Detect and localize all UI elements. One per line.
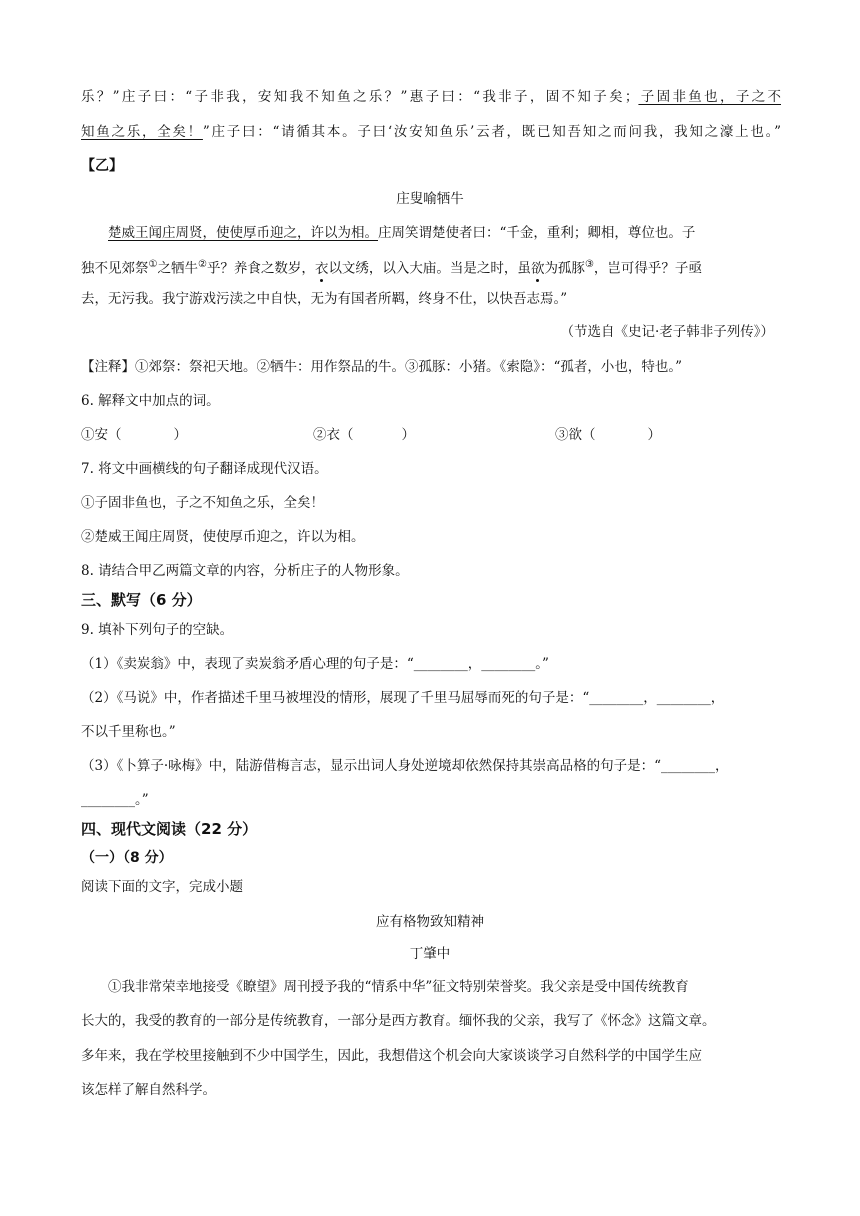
question-7-sentence-2: ②楚威王闻庄周贤，使使厚币迎之，许以为相。 (81, 529, 365, 545)
note-mark-2: ② (197, 259, 207, 270)
question-9-item-1: （1）《卖炭翁》中，表现了卖炭翁矛盾心理的句子是：“________，________。” (81, 656, 549, 672)
question-9-stem: 9. 填补下列句子的空缺。 (81, 622, 234, 638)
yi-paragraph-line-3: 去，无污我。我宁游戏污渎之中自快，无为有国者所羁，终身不仕，以快吾志焉。” (81, 291, 568, 307)
question-6-stem: 6. 解释文中加点的词。 (81, 393, 220, 409)
question-9-item-3-line-2: ________。” (81, 792, 149, 808)
article-author: 丁肇中 (409, 946, 451, 962)
note-mark-3: ③ (584, 259, 594, 270)
yi-paragraph-line-1 (108, 224, 781, 242)
yi-paragraph-line-2 (81, 256, 781, 278)
article-paragraph-line-2: 长大的，我受的教育的一部分是传统教育，一部分是西方教育。缅怀我的父亲，我写了《怀念》这篇文章。 (81, 1013, 716, 1029)
yi-text-c: 乎？养食之数岁， (206, 260, 315, 277)
question-8: 8. 请结合甲乙两篇文章的内容，分析庄子的人物形象。 (81, 563, 409, 579)
question-9-item-2-line-2: 不以千里称也。” (81, 724, 176, 740)
article-paragraph-line-3: 多年来，我在学校里接触到不少中国学生，因此，我想借这个机会向大家谈谈学习自然科学的中国学生应 (81, 1048, 702, 1064)
yi-line-1-text: 庄周笑谓楚使者曰：“千金，重利；卿相，尊位也。子 (378, 225, 696, 241)
answer-2-label: ②衣（ (313, 427, 354, 443)
note-mark-1: ① (148, 259, 158, 270)
yi-text-a: 独不见郊祭 (81, 260, 149, 277)
annotation-notes: 【注释】①郊祭：祭祀天地。②牺牛：用作祭品的牛。③孤豚：小猪。《索隐》：“孤者，小也，特也。” (81, 359, 683, 375)
article-paragraph-line-4: 该怎样了解自然科学。 (81, 1082, 216, 1098)
yi-label: 【乙】 (81, 158, 123, 174)
question-9-item-3-line-1: （3）《卜算子·咏梅》中，陆游借梅言志，显示出词人身处逆境却依然保持其崇高品格的句子是：“________， (81, 758, 729, 774)
answer-3-close: ） (647, 427, 661, 443)
jia-underlined-sentence-1: 子固非鱼也，子之不 (638, 89, 781, 105)
jia-line-2 (81, 123, 781, 141)
dotted-word-yi: 衣 (314, 260, 329, 277)
yi-text-b: 之牺牛 (157, 260, 198, 277)
answer-1-label: ①安（ (81, 427, 122, 443)
article-paragraph-line-1: ①我非常荣幸地接受《瞭望》周刊授予我的“情系中华”征文特别荣誉奖。我父亲是受中国传统教育 (108, 979, 689, 995)
jia-underlined-sentence-2: 知鱼之乐，全矣！ (81, 124, 203, 140)
answer-1-close: ） (173, 427, 187, 443)
section-4-title: 四、现代文阅读（22 分） (81, 820, 258, 838)
jia-line-1 (81, 88, 781, 106)
yi-text-f: ，岂可得乎？子亟 (593, 260, 702, 277)
jia-line-1-text: 乐？”庄子曰：“子非我，安知我不知鱼之乐？”惠子曰：“我非子，固不知子矣； (81, 89, 639, 105)
yi-text-d: 以文绣，以入大庙。当是之时，虽 (328, 260, 531, 277)
yi-text-e: 为孤豚 (544, 260, 585, 277)
jia-line-2-text: ”庄子曰：“请循其本。子曰‘汝安知鱼乐’云者，既已知吾知之而问我，我知之濠上也。” (202, 124, 782, 140)
question-7-stem: 7. 将文中画横线的句子翻译成现代汉语。 (81, 461, 328, 477)
answer-3-label: ③欲（ (555, 427, 596, 443)
question-7-sentence-1: ①子固非鱼也，子之不知鱼之乐，全矣！ (81, 495, 324, 511)
question-6-answer-1 (81, 426, 187, 444)
question-6-answer-3 (555, 426, 661, 444)
reading-instruction: 阅读下面的文字，完成小题 (81, 879, 243, 895)
yi-underlined-sentence: 楚威王闻庄周贤，使使厚币迎之，许以为相。 (108, 225, 378, 241)
subsection-1-title: （一）（8 分） (81, 850, 173, 866)
yi-title: 庄叟喻牺牛 (396, 191, 464, 207)
dotted-word-yu: 欲 (530, 260, 545, 277)
answer-2-close: ） (401, 427, 415, 443)
question-6-answer-2 (313, 426, 415, 444)
yi-source: （节选自《史记·老子韩非子列传》） (560, 324, 774, 340)
article-title: 应有格物致知精神 (376, 914, 484, 930)
section-3-title: 三、默写（6 分） (81, 591, 202, 609)
question-9-item-2-line-1: （2）《马说》中，作者描述千里马被埋没的情形，展现了千里马屈辱而死的句子是：“________，________， (81, 690, 725, 706)
